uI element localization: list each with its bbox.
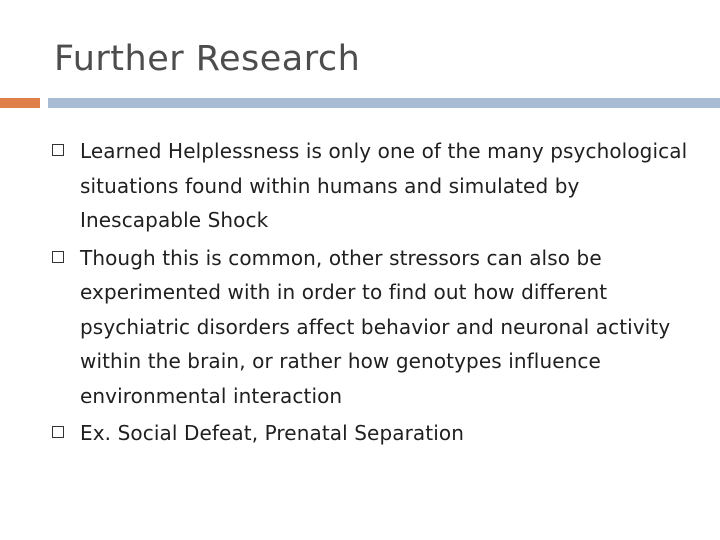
bullet-list — [52, 134, 702, 454]
square-bullet-icon — [52, 144, 64, 156]
square-bullet-icon — [52, 426, 64, 438]
bullet-text: Though this is common, other stressors can also be experimented with in order to find out how different psychiatric disorders affect behavior and neuronal activity within the brain, or rather how genotypes influence environmental interaction — [80, 245, 671, 408]
bullet-text: Learned Helplessness is only one of the many psychological situations found within humans and simulated by Inescapable Shock — [80, 139, 688, 232]
square-bullet-icon — [52, 251, 64, 263]
accent-bar-gap — [40, 98, 48, 108]
bullet-item — [52, 241, 702, 414]
slide-title: Further Research — [54, 39, 361, 79]
bullet-text: Ex. Social Defeat, Prenatal Separation — [80, 421, 464, 445]
bullet-item — [52, 416, 702, 451]
accent-bar-orange — [0, 98, 40, 108]
bullet-item — [52, 134, 702, 238]
accent-bar-blue — [48, 98, 720, 108]
